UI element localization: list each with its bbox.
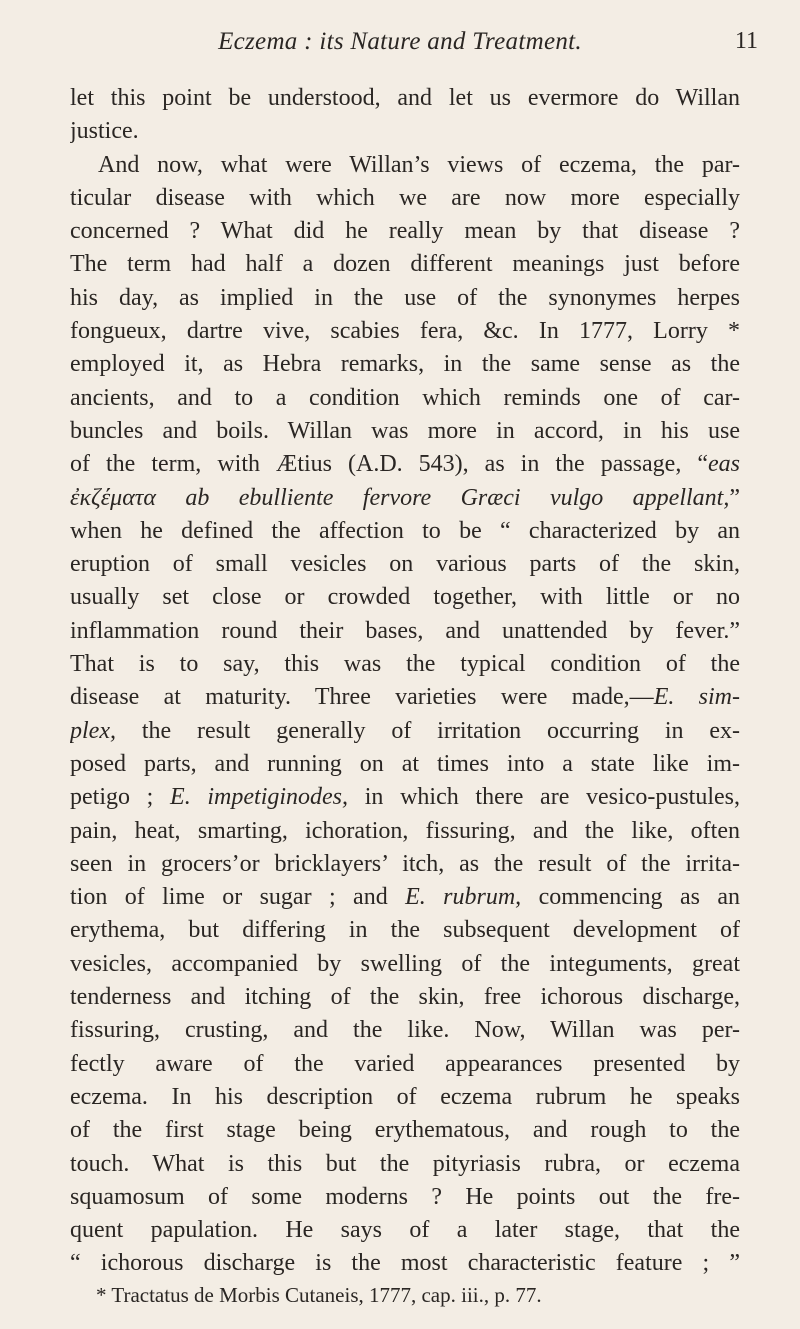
text-line — [70, 715, 740, 748]
text-line: fectly aware of the varied appearances presented by — [70, 1050, 740, 1077]
text-line: ticular disease with which we are now more especially — [70, 184, 740, 211]
text-line — [70, 781, 740, 814]
text-line: eruption of small vesicles on various parts of the skin, — [70, 551, 740, 578]
text-line: ancients, and to a condition which reminds one of car- — [70, 384, 740, 411]
text-line: pain, heat, smarting, ichoration, fissuring, and the like, often — [70, 817, 740, 844]
body-text — [70, 82, 740, 1281]
text-line: when he defined the affection to be “ characterized by an — [70, 517, 740, 544]
running-title: Eczema : its Nature and Treatment. — [218, 28, 582, 55]
text-line: seen in grocers’or bricklayers’ itch, as the result of the irrita- — [70, 850, 740, 877]
text-segment: the result generally of irritation occurring in ex- — [115, 717, 740, 744]
text-line: employed it, as Hebra remarks, in the same sense as the — [70, 351, 740, 378]
text-line: fissuring, crusting, and the like. Now, Willan was per- — [70, 1017, 740, 1044]
text-line: concerned ? What did he really mean by that disease ? — [70, 218, 740, 245]
text-line: tenderness and itching of the skin, free ichorous discharge, — [70, 984, 740, 1011]
text-line: of the first stage being erythematous, and rough to the — [70, 1117, 740, 1144]
text-line — [70, 881, 740, 914]
variety-name: plex, — [70, 717, 116, 744]
text-line: justice. — [70, 118, 139, 145]
latin-quote: eas — [708, 451, 740, 478]
variety-name: E. sim- — [653, 684, 740, 711]
text-line: squamosum of some moderns ? He points out the fre- — [70, 1183, 740, 1210]
text-line: inflammation round their bases, and unattended by fever.” — [70, 617, 740, 644]
text-line: eczema. In his description of eczema rubrum he speaks — [70, 1083, 740, 1110]
text-line — [70, 482, 740, 515]
text-segment: commencing as an — [521, 884, 740, 911]
text-line: “ ichorous discharge is the most characteristic feature ; ” — [70, 1250, 740, 1277]
text-line: posed parts, and running on at times into a state like im- — [70, 750, 740, 777]
text-segment: ” — [729, 484, 740, 511]
text-segment: disease at maturity. Three varieties were made,— — [70, 684, 654, 711]
variety-name: E. rubrum, — [405, 884, 522, 911]
text-line: let this point be understood, and let us evermore do Willan — [70, 85, 740, 111]
text-line: And now, what were Willan’s views of eczema, the par- — [98, 151, 740, 178]
text-segment: of the term, with Ætius (A.D. 543), as in the passage, “ — [70, 451, 708, 478]
text-segment: in which there are vesico-pustules, — [348, 784, 740, 811]
text-line: The term had half a dozen different meanings just before — [70, 251, 740, 278]
text-line: usually set close or crowded together, with little or no — [70, 584, 740, 611]
text-line: erythema, but differing in the subsequent development of — [70, 917, 740, 944]
text-line: buncles and boils. Willan was more in accord, in his use — [70, 417, 740, 444]
text-line: vesicles, accompanied by swelling of the integuments, great — [70, 950, 740, 977]
text-segment: tion of lime or sugar ; and — [70, 884, 406, 911]
text-line: That is to say, this was the typical condition of the — [70, 651, 740, 678]
text-line: touch. What is this but the pityriasis rubra, or eczema — [70, 1150, 740, 1177]
text-line: his day, as implied in the use of the synonymes herpes — [70, 284, 740, 311]
greek-word: ἐκζέματα — [70, 484, 156, 511]
text-line: quent papulation. He says of a later stage, that the — [70, 1217, 740, 1244]
text-line: fongueux, dartre vive, scabies fera, &c. In 1777, Lorry * — [70, 318, 740, 345]
footnote: * Tractatus de Morbis Cutaneis, 1777, cap. iii., p. 77. — [96, 1283, 542, 1307]
running-head — [0, 22, 800, 62]
text-line — [70, 448, 740, 481]
variety-name: E. impetiginodes, — [170, 784, 349, 811]
text-segment: petigo ; — [70, 784, 171, 811]
latin-quote: ab ebulliente fervore Græci vulgo appellant, — [185, 484, 730, 511]
text-line — [70, 681, 740, 714]
page-number: 11 — [734, 28, 758, 54]
